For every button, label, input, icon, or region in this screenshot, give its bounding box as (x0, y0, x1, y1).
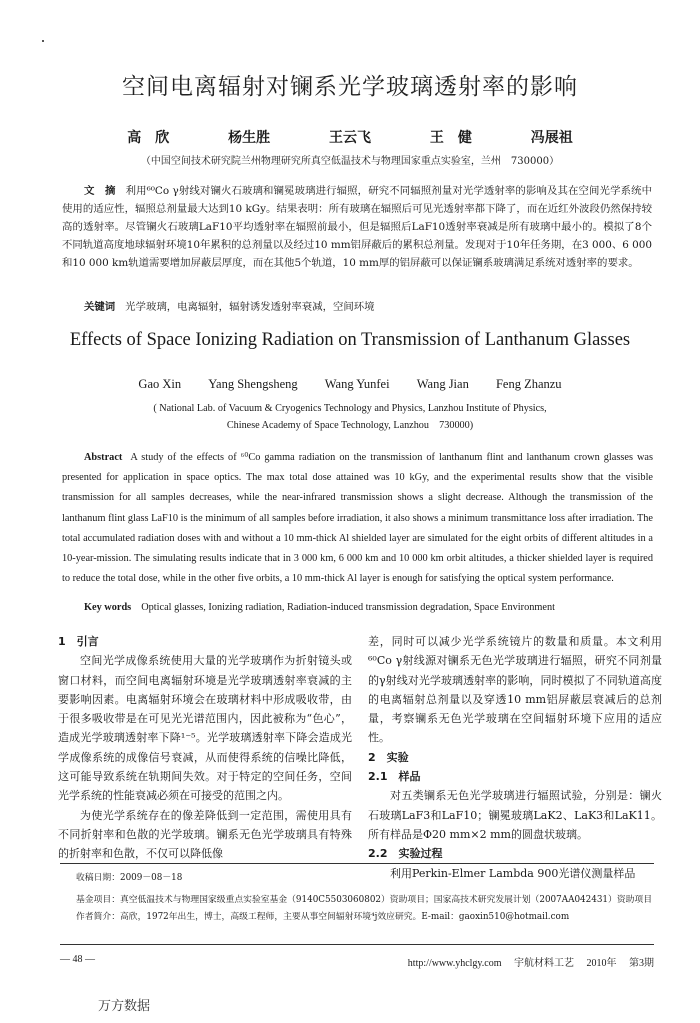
footer-journal-info (398, 954, 654, 969)
body-left-column (58, 632, 352, 864)
paragraph: 差，同时可以减少光学系统镜片的数量和质量。本文利用⁶⁰Co γ射线源对镧系无色光学玻璃进行辐照，研究不同剂量的γ射线对光学玻璃透射率的影响，同时模拟了不同轨道高度的电离辐射总剂量以及穿透10 mm铝屏蔽层衰减后的总剂量，考察镧系无色光学玻璃在空间辐射环境下应用的适应性。 (368, 635, 662, 745)
keywords-cn-label: 关键词 (84, 301, 116, 313)
keywords-cn-text: 光学玻璃，电离辐射，辐射诱发透射率衰减，空间环境 (125, 301, 375, 313)
affiliation-en-line-1: ( National Lab. of Vacuum & Cryogenics Technology and Physics, Lanzhou Institute of Physics, (153, 403, 547, 414)
keywords-english (62, 602, 653, 613)
keywords-en-label: Key words (84, 602, 132, 613)
footer-divider (60, 944, 654, 945)
subsection-heading-samples: 2.1 样品 (368, 770, 421, 784)
authors-english (0, 377, 700, 392)
keywords-chinese (84, 298, 654, 313)
author-en-5: Feng Zhanzu (495, 377, 562, 391)
author-cn-2: 杨生胜 (228, 130, 271, 146)
footnote-author: 作者简介：高欣，1972年出生，博士，高级工程师，主要从事空间辐射环境⁴j效应研究。E-mail：gaoxin510@hotmail.com (76, 912, 570, 922)
journal-year: 2010年 (586, 958, 617, 969)
abstract-en-label: Abstract (84, 452, 123, 463)
watermark-wanfang: 万方数据 (98, 999, 151, 1014)
author-cn-5: 冯展祖 (530, 130, 573, 146)
paragraph: 为使光学系统存在的像差降低到一定范围，需使用具有不同折射率和色散的光学玻璃。镧系无色光学玻璃具有特殊的折射率和色散，不仅可以降低像 (58, 808, 352, 861)
title-chinese: 空间电离辐射对镧系光学玻璃透射率的影响 (122, 74, 578, 100)
author-cn-1: 高 欣 (127, 130, 170, 146)
page-number: — 48 — (60, 954, 95, 965)
footnote-divider (60, 863, 654, 864)
affiliation-en-line-2: Chinese Academy of Space Technology, Lanzhou 730000) (226, 420, 474, 431)
affiliation-chinese: （中国空间技术研究院兰州物理研究所真空低温技术与物理国家重点实验室，兰州 730000） (140, 156, 560, 167)
paragraph: 对五类镧系无色光学玻璃进行辐照试验，分别是：镧火石玻璃LaF3和LaF10；镧冕玻璃LaK2、LaK3和LaK11。所有样品是Φ20 mm×2 mm的圆盘状玻璃。 (368, 789, 662, 841)
affiliation-english (0, 400, 700, 434)
abstract-chinese (62, 182, 652, 272)
journal-url: http://www.yhclgy.com (407, 958, 502, 969)
section-heading-intro: 1 引言 (58, 635, 99, 648)
footnote-funding: 基金项目：真空低温技术与物理国家级重点实验室基金（9140C5503060802）资助项目；国家高技术研究发展计划（2007AA042431）资助项目 (76, 895, 653, 905)
abstract-english (62, 448, 653, 589)
section-heading-experiment: 2 实验 (368, 750, 409, 764)
abstract-cn-label: 文 摘 (84, 185, 116, 197)
title-english: Effects of Space Ionizing Radiation on Transmission of Lanthanum Glasses (69, 330, 631, 350)
author-cn-4: 王 健 (429, 130, 472, 146)
author-cn-3: 王云飞 (329, 130, 371, 146)
journal-name: 宇航材料工艺 (514, 958, 574, 969)
author-en-4: Wang Jian (416, 377, 469, 391)
keywords-en-text: Optical glasses, Ionizing radiation, Radiation-induced transmission degradation, Space Environment (141, 602, 555, 613)
author-en-2: Yang Shengsheng (208, 377, 298, 391)
authors-chinese (0, 127, 700, 147)
abstract-en-text: A study of the effects of ⁶⁰Co gamma radiation on the transmission of lanthanum flint and lanthanum crown glasses was presented for application in space optics. The max total dose attained was 10 kGy, and the experimental results show that the visible transmission for all samples decreases, while the near-infrared transmission shows a slight decrease. Although the transmission of the lanthanum flint glass LaF10 is the minimum of all samples before irradiation, it also shows a minimum transmittance loss after irradiation. The total accumulated radiation doses with and without a 10 mm-thick Al shielded layer are simulated for the eight orbits of different altitudes in a 10-year-mission. The simulating results indicate that in 3 000 km, 6 000 km and 10 000 km orbit altitudes, a thicker shielded layer is required to reduce the total dose, while in the other five orbits, a 10 mm-thick Al layer is enough for satisfying the optical system performance. (62, 452, 653, 585)
author-en-3: Wang Yunfei (324, 377, 390, 391)
author-en-1: Gao Xin (138, 377, 182, 391)
scan-speck (42, 40, 44, 42)
footnote-received: 收稿日期：2009－08－18 (76, 873, 183, 883)
abstract-cn-text: 利用⁶⁰Co γ射线对镧火石玻璃和镧冕玻璃进行辐照，研究不同辐照剂量对光学透射率的影响及其在空间光学系统中使用的适应性，辐照总剂量最大达到10 kGy。结果表明：所有玻璃在辐照后可见光透射率都下降了，而在近红外波段仍然保持较高的透射率。尽管镧火石玻璃LaF10平均透射率在辐照前最小，但是辐照后LaF10透射率衰减是所有玻璃中最小的。模拟了8个不同轨道高度地球辐射环境10年累积的总剂量以及经过10 mm铝屏蔽后的累积总剂量。发现对于10年任务期，在3 000、6 000和10 000 km轨道需要增加屏蔽层厚度，而在其他5个轨道，10 mm厚的铝屏蔽可以保证镧系玻璃满足系统对透射率的要求。 (62, 185, 653, 269)
journal-issue: 第3期 (629, 958, 654, 969)
paragraph: 空间光学成像系统使用大量的光学玻璃作为折射镜头或窗口材料，而空间电离辐射环境是光学玻璃透射率衰减的主要影响因素。电离辐射环境会在玻璃材料中形成吸收带，由于很多吸收带是在可见光光谱范围内，因此被称为“色心”，造成光学玻璃透射率下降¹⁻⁵。光学玻璃透射率下降会造成光学成像系统的成像信号衰减，从而使得系统的信噪比降低，这可能导致系统在轨期间失效。对于特定的空间任务，空间光学系统的性能衰减必须在可接受的范围之内。 (58, 654, 352, 803)
body-right-column (368, 632, 662, 883)
subsection-heading-process: 2.2 实验过程 (368, 847, 443, 861)
paragraph: 利用Perkin-Elmer Lambda 900光谱仪测量样品 (390, 866, 636, 880)
